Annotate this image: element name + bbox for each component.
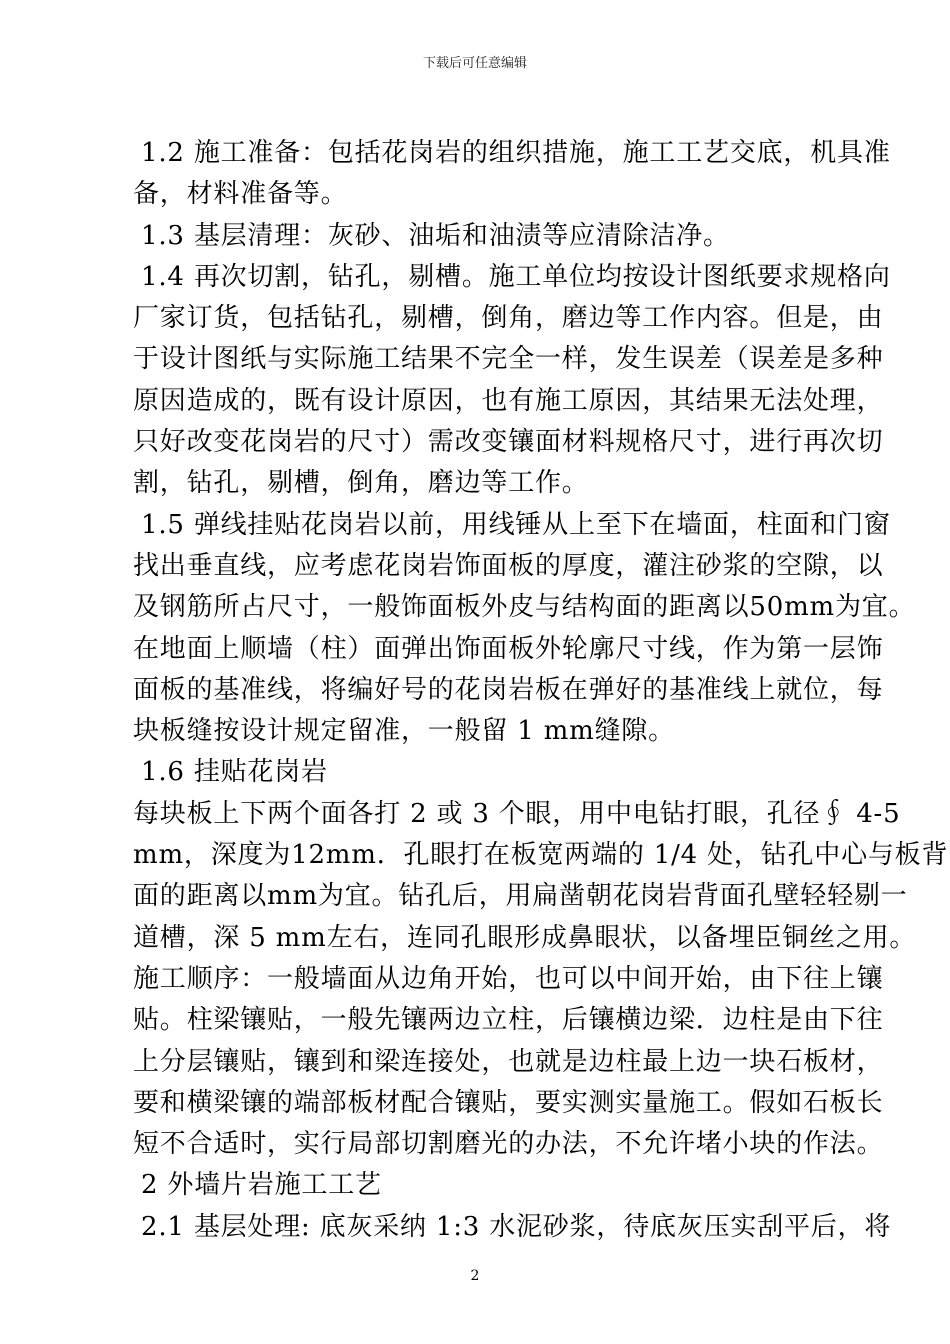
text-line: 厂家订货，包括钻孔，剔槽，倒角，磨边等工作内容。但是，由 (133, 303, 884, 334)
text-line: 1.3 基层清理：灰砂、油垢和油渍等应清除洁净。 (141, 220, 730, 251)
text-line: 在地面上顺墙（柱）面弹出饰面板外轮廓尺寸线，作为第一层饰 (133, 633, 884, 664)
text-line: 每块板上下两个面各打 2 或 3 个眼，用中电钻打眼，孔径∮ 4-5 (133, 798, 901, 829)
text-line: 只好改变花岗岩的尺寸）需改变镶面材料规格尺寸，进行再次切 (133, 427, 884, 458)
text-line: 贴。柱梁镶贴，一般先镶两边立柱，后镶横边梁．边柱是由下往 (133, 1005, 884, 1036)
text-line: 要和横梁镶的端部板材配合镶贴，要实测实量施工。假如石板长 (133, 1087, 884, 1118)
text-line: 1.5 弹线挂贴花岗岩以前，用线锤从上至下在墙面，柱面和门窗 (141, 509, 891, 540)
text-line: 1.2 施工准备：包括花岗岩的组织措施，施工工艺交底，机具准 (141, 138, 891, 168)
text-line: 施工顺序：一般墙面从边角开始，也可以中间开始，由下往上镶 (133, 963, 884, 994)
text-line: 道槽，深 5 mm左右，连同孔眼形成鼻眼状，以备埋臣铜丝之用。 (133, 922, 917, 953)
text-line: 割，钻孔，剔槽，倒角，磨边等工作。 (133, 468, 589, 499)
text-line: 找出垂直线，应考虑花岗岩饰面板的厚度，灌注砂浆的空隙，以 (133, 550, 884, 581)
text-line: 于设计图纸与实际施工结果不完全一样，发生误差（误差是多种 (133, 344, 884, 375)
text-line: 原因造成的，既有设计原因，也有施工原因，其结果无法处理， (133, 385, 884, 416)
text-line: 2.1 基层处理: 底灰采纳 1:3 水泥砂浆，待底灰压实刮平后，将 (141, 1211, 892, 1242)
section-heading: 2 外墙片岩施工工艺 (141, 1170, 382, 1201)
text-line: 上分层镶贴，镶到和梁连接处，也就是边柱最上边一块石板材， (133, 1046, 884, 1077)
text-line: 面板的基准线，将编好号的花岗岩板在弹好的基准线上就位，每 (133, 674, 884, 705)
text-line: 及钢筋所占尺寸，一般饰面板外皮与结构面的距离以50mm为宜。 (133, 592, 916, 623)
document-body (133, 133, 949, 1248)
page-header: 下载后可任意编辑 (422, 56, 527, 71)
text-line: 面的距离以mm为宜。钻孔后，用扁凿朝花岗岩背面孔壁轻轻剔一 (133, 881, 908, 912)
page-number: 2 (470, 1268, 480, 1284)
text-line: 1.4 再次切割，钻孔，剔槽。施工单位均按设计图纸要求规格向 (141, 261, 891, 292)
text-line: 块板缝按设计规定留准，一般留 1 mm缝隙。 (133, 716, 675, 747)
text-line: 备，材料准备等。 (133, 179, 348, 210)
text-line: mm，深度为12mm．孔眼打在板宽两端的 1/4 处，钻孔中心与板背 (133, 840, 949, 871)
section-heading: 1.6 挂贴花岗岩 (141, 757, 328, 788)
text-line: 短不合适时，实行局部切割磨光的办法，不允许堵小块的作法。 (133, 1129, 884, 1160)
